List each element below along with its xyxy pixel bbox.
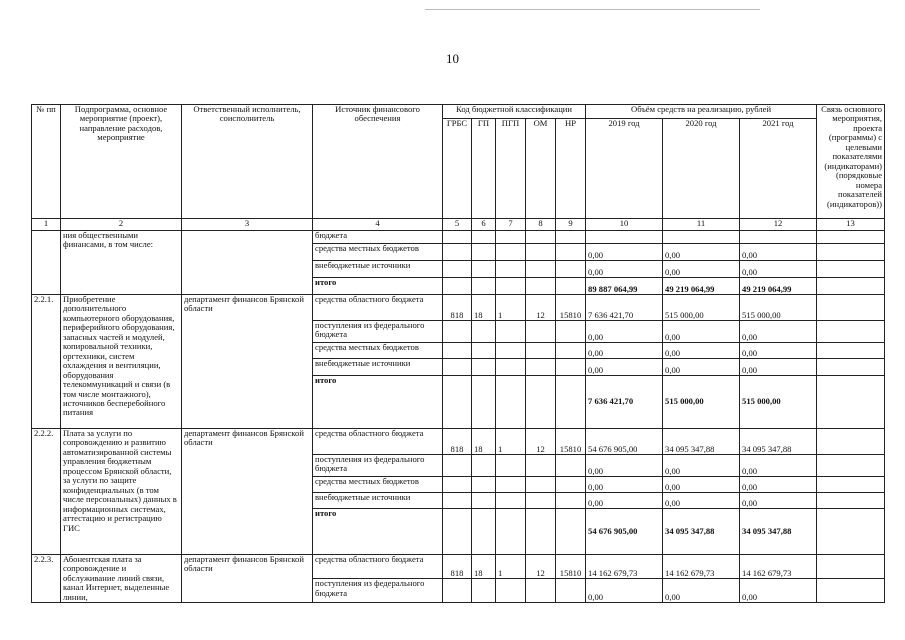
source-label: итого: [313, 376, 443, 429]
code-cell: 1: [496, 555, 526, 579]
col-num-6: 6: [472, 219, 496, 231]
amount-cell: 515 000,00: [663, 295, 740, 321]
amount-cell: 14 162 679,73: [740, 555, 817, 579]
header-om: ОМ: [526, 119, 556, 219]
header-2019: 2019 год: [586, 119, 663, 219]
page-number: 10: [446, 51, 459, 66]
row-executor: департамент финансов Брянской области: [182, 295, 313, 429]
amount-cell: 0,00: [740, 477, 817, 493]
amount-cell: 0,00: [663, 477, 740, 493]
row-desc: Приобретение дополнительного компьютерного оборудования, периферийного оборудования, запасных частей и модулей, копировальной техники, оргтехники, систем охлаждения и вентиляции, оборудования телекоммуникаций и связи (в том числе монтажного), источников бесперебойного питания: [61, 295, 182, 429]
header-link: Связь основного мероприятия, проекта (программы) с целевыми показателями (индикаторами) (порядковые номера показателей (индикаторов)): [817, 105, 885, 219]
col-num-3: 3: [182, 219, 313, 231]
header-gp: ГП: [472, 119, 496, 219]
col-num-2: 2: [61, 219, 182, 231]
amount-cell: 0,00: [586, 244, 663, 261]
total-cell: 49 219 064,99: [740, 278, 817, 295]
header-2020: 2020 год: [663, 119, 740, 219]
source-label: внебюджетные источники: [313, 261, 443, 278]
col-num-12: 12: [740, 219, 817, 231]
code-cell: 12: [526, 295, 556, 321]
code-cell: 818: [443, 295, 472, 321]
header-2021: 2021 год: [740, 119, 817, 219]
amount-cell: 0,00: [586, 343, 663, 359]
source-label: внебюджетные источники: [313, 493, 443, 509]
amount-cell: 0,00: [740, 244, 817, 261]
amount-cell: 515 000,00: [740, 295, 817, 321]
source-label: итого: [313, 278, 443, 295]
header-volume: Объём средств на реализацию, рублей: [586, 105, 817, 119]
table-cell: [32, 231, 61, 295]
amount-cell: 0,00: [586, 359, 663, 376]
top-rule: [425, 9, 760, 10]
source-label: поступления из федерального бюджета: [313, 455, 443, 477]
total-cell: 54 676 905,00: [586, 509, 663, 555]
amount-cell: 0,00: [663, 359, 740, 376]
code-cell: 15810: [556, 555, 586, 579]
code-cell: 818: [443, 555, 472, 579]
amount-cell: 0,00: [740, 359, 817, 376]
header-executor: Ответственный исполнитель, соисполнитель: [182, 105, 313, 219]
source-label: итого: [313, 509, 443, 555]
total-cell: 515 000,00: [740, 376, 817, 429]
header-source: Источник финансового обеспечения: [313, 105, 443, 219]
amount-cell: 0,00: [586, 321, 663, 343]
code-cell: 12: [526, 429, 556, 455]
source-label: поступления из федерального бюджета: [313, 579, 443, 603]
amount-cell: 0,00: [663, 244, 740, 261]
amount-cell: 0,00: [586, 579, 663, 603]
code-cell: 18: [472, 555, 496, 579]
amount-cell: 0,00: [586, 477, 663, 493]
code-cell: 1: [496, 295, 526, 321]
row-executor: департамент финансов Брянской области: [182, 555, 313, 603]
source-label: средства областного бюджета: [313, 555, 443, 579]
source-label: средства местных бюджетов: [313, 343, 443, 359]
source-label: средства местных бюджетов: [313, 477, 443, 493]
header-num: № пп: [32, 105, 61, 219]
source-label: внебюджетные источники: [313, 359, 443, 376]
amount-cell: 0,00: [740, 579, 817, 603]
total-cell: 49 219 064,99: [663, 278, 740, 295]
code-cell: 15810: [556, 295, 586, 321]
row-id: 2.2.1.: [32, 295, 61, 429]
table-cell: [182, 231, 313, 295]
col-num-8: 8: [526, 219, 556, 231]
total-cell: 515 000,00: [663, 376, 740, 429]
col-num-1: 1: [32, 219, 61, 231]
code-cell: 818: [443, 429, 472, 455]
row-executor: департамент финансов Брянской области: [182, 429, 313, 555]
code-cell: 1: [496, 429, 526, 455]
col-num-9: 9: [556, 219, 586, 231]
amount-cell: 0,00: [663, 579, 740, 603]
amount-cell: 0,00: [586, 493, 663, 509]
amount-cell: 7 636 421,70: [586, 295, 663, 321]
amount-cell: 0,00: [740, 493, 817, 509]
amount-cell: 34 095 347,88: [740, 429, 817, 455]
row-id: 2.2.3.: [32, 555, 61, 603]
amount-cell: 14 162 679,73: [586, 555, 663, 579]
amount-cell: 0,00: [586, 455, 663, 477]
header-program: Подпрограмма, основное мероприятие (проект), направление расходов, мероприятие: [61, 105, 182, 219]
amount-cell: 0,00: [740, 261, 817, 278]
amount-cell: 0,00: [663, 343, 740, 359]
code-cell: 18: [472, 429, 496, 455]
col-num-7: 7: [496, 219, 526, 231]
total-cell: 34 095 347,88: [663, 509, 740, 555]
amount-cell: 14 162 679,73: [663, 555, 740, 579]
col-num-10: 10: [586, 219, 663, 231]
code-cell: 18: [472, 295, 496, 321]
header-grbs: ГРБС: [443, 119, 472, 219]
amount-cell: 0,00: [663, 493, 740, 509]
col-num-5: 5: [443, 219, 472, 231]
col-num-11: 11: [663, 219, 740, 231]
budget-table: [31, 104, 885, 603]
col-num-4: 4: [313, 219, 443, 231]
total-cell: 7 636 421,70: [586, 376, 663, 429]
col-num-13: 13: [817, 219, 885, 231]
source-label: поступления из федерального бюджета: [313, 321, 443, 343]
total-cell: 89 887 064,99: [586, 278, 663, 295]
amount-cell: 54 676 905,00: [586, 429, 663, 455]
row-id: 2.2.2.: [32, 429, 61, 555]
header-nr: НР: [556, 119, 586, 219]
row-desc: Абонентская плата за сопровождение и обслуживание линий связи, канал Интернет, выделенные линии,: [61, 555, 182, 603]
header-budget-code: Код бюджетной классификации: [443, 105, 586, 119]
total-cell: 34 095 347,88: [740, 509, 817, 555]
amount-cell: 0,00: [663, 455, 740, 477]
code-cell: 15810: [556, 429, 586, 455]
amount-cell: 0,00: [663, 261, 740, 278]
code-cell: 12: [526, 555, 556, 579]
source-label: средства областного бюджета: [313, 429, 443, 455]
amount-cell: 0,00: [740, 321, 817, 343]
header-pgp: ПГП: [496, 119, 526, 219]
amount-cell: 0,00: [740, 455, 817, 477]
source-label: средства местных бюджетов: [313, 244, 443, 261]
amount-cell: 0,00: [663, 321, 740, 343]
source-label: бюджета: [313, 231, 443, 244]
amount-cell: 0,00: [740, 343, 817, 359]
row-desc: ния общественными финансами, в том числе:: [61, 231, 182, 295]
amount-cell: 34 095 347,88: [663, 429, 740, 455]
row-desc: Плата за услуги по сопровождению и развитию автоматизированной системы управления бюджетным процессом Брянской области, за услуги по защите конфиденциальных (в том числе персональных) данных в информационных системах, аттестацию и регистрацию ГИС: [61, 429, 182, 555]
source-label: средства областного бюджета: [313, 295, 443, 321]
amount-cell: 0,00: [586, 261, 663, 278]
